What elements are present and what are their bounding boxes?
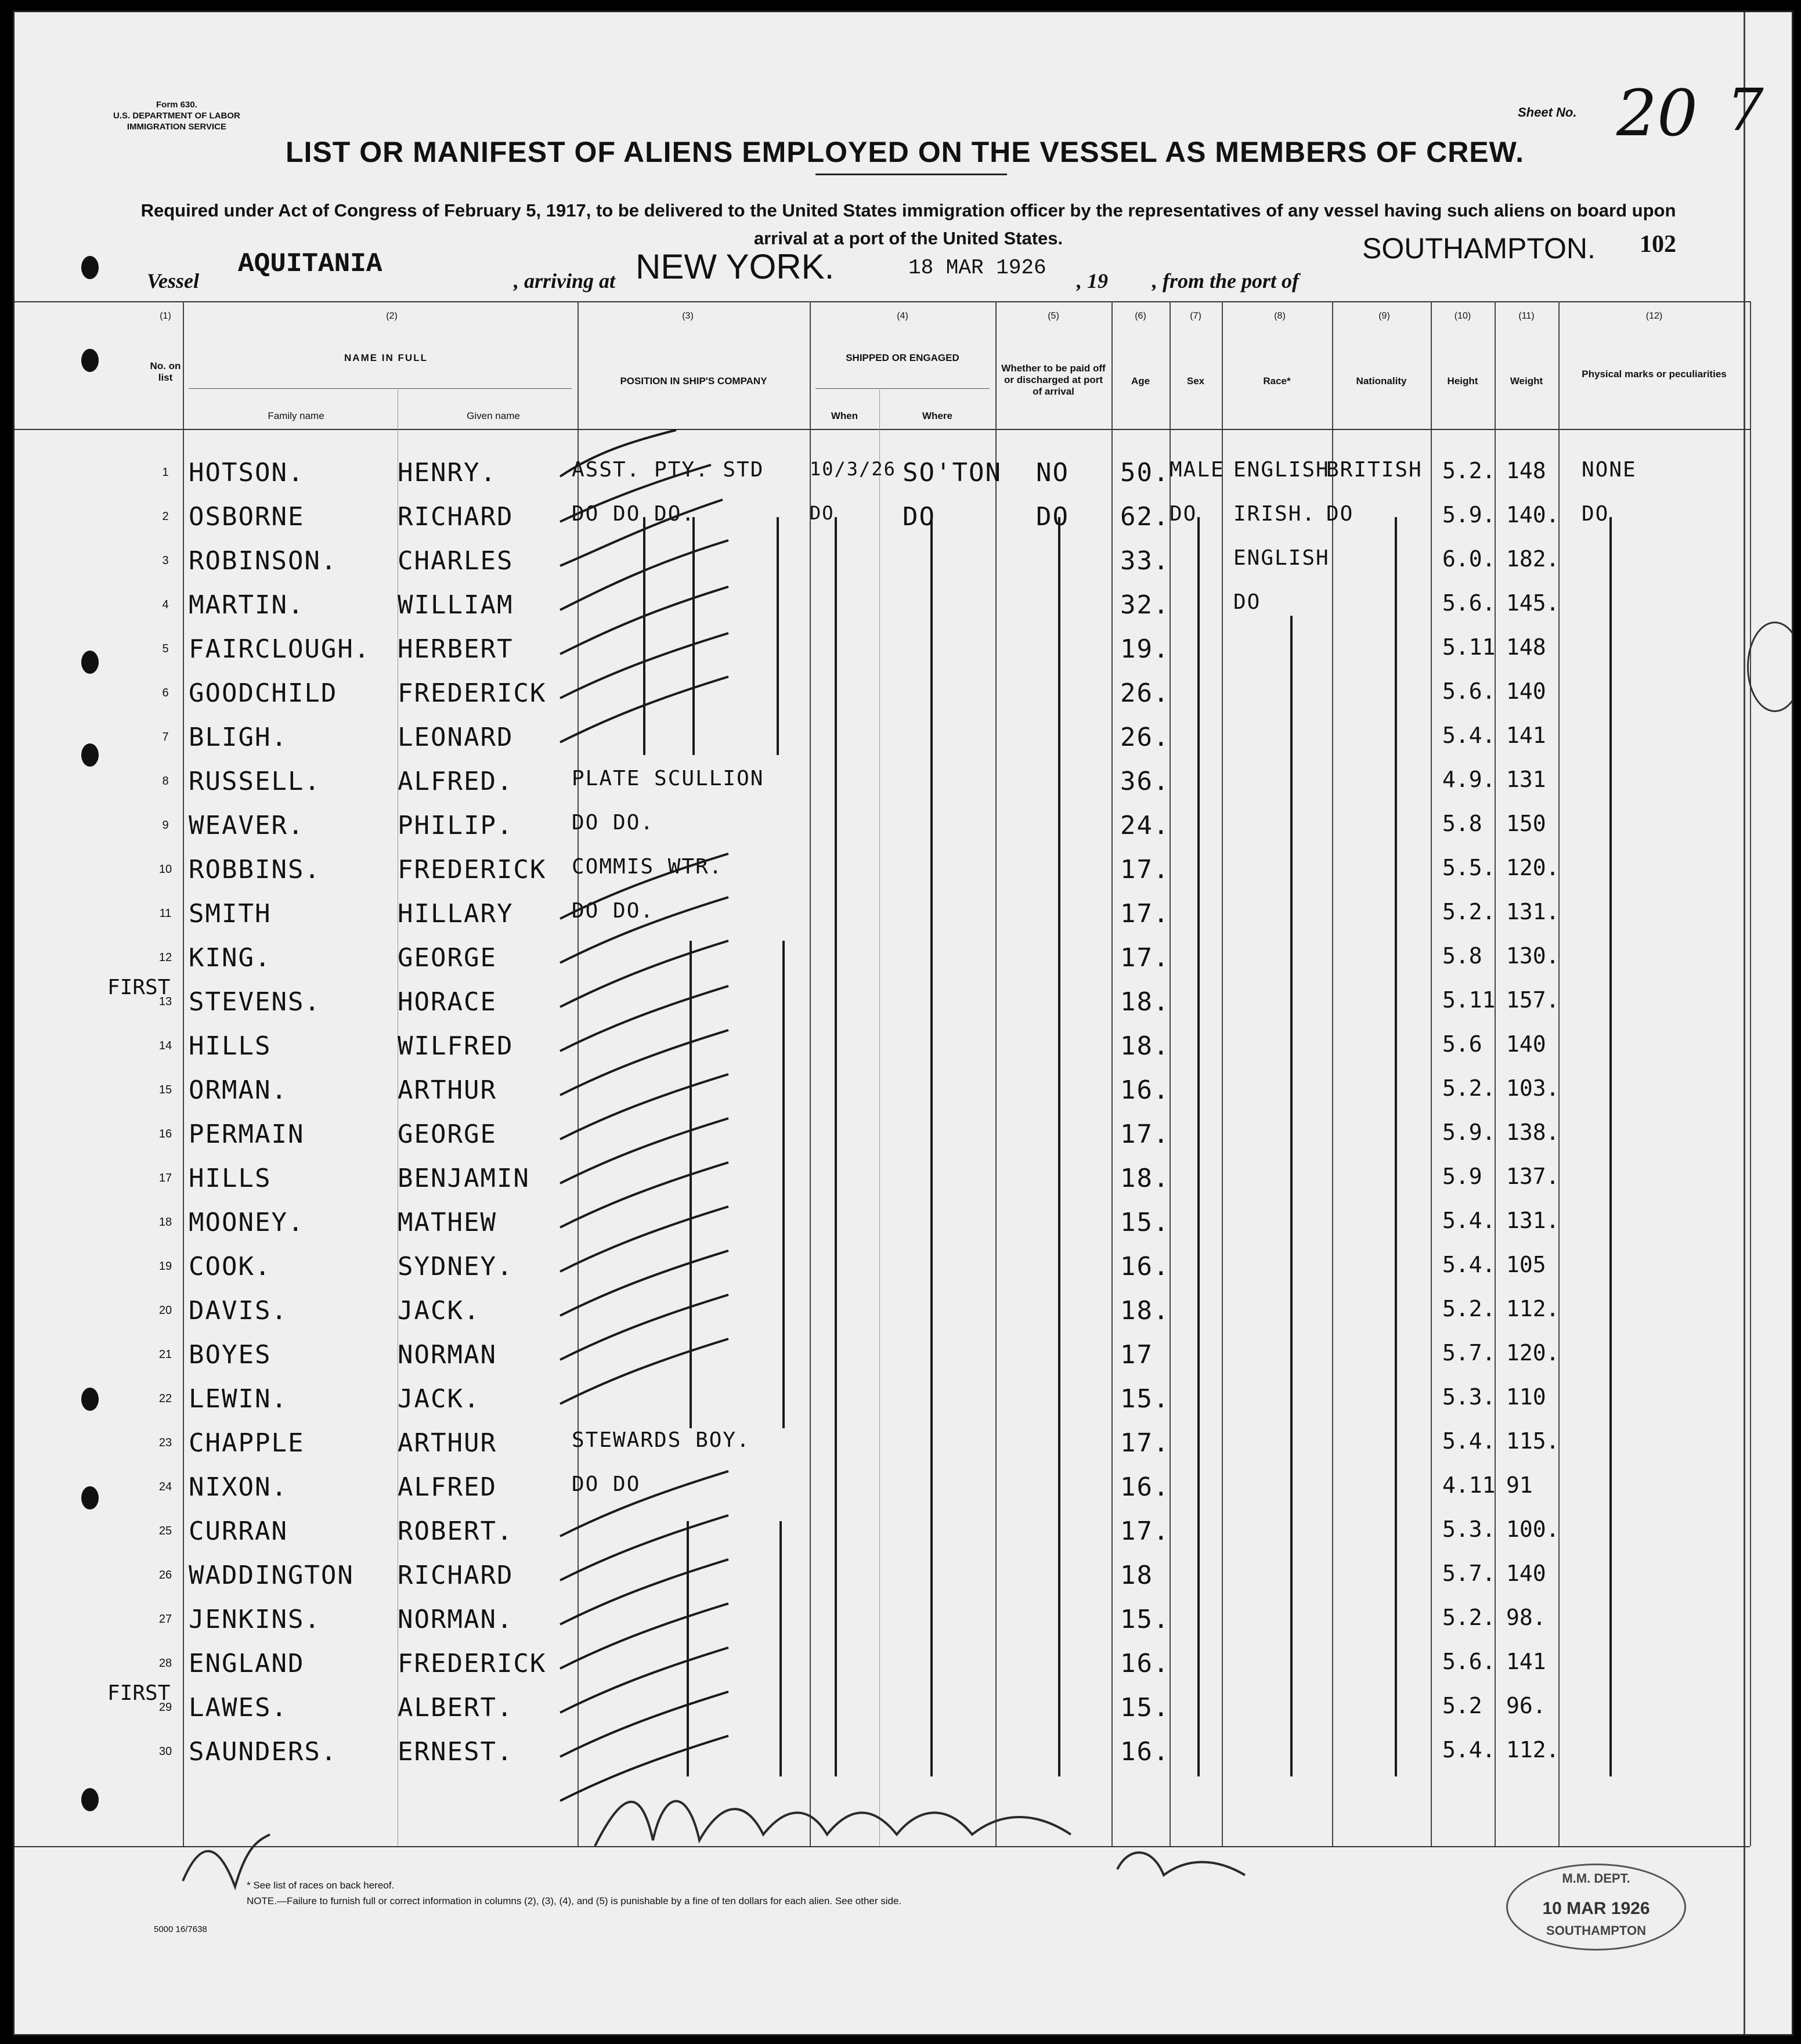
- height-cell: 5.2.: [1442, 899, 1496, 925]
- age-cell: 50.: [1120, 458, 1170, 487]
- row-number: 27: [158, 1613, 172, 1626]
- height-cell: 5.9: [1442, 1164, 1482, 1189]
- height-cell: 6.0.: [1442, 546, 1496, 572]
- col-age: Age: [1131, 375, 1150, 387]
- col-where: Where: [922, 410, 952, 421]
- sheet-mark: 7: [1727, 76, 1764, 144]
- row-number: 26: [158, 1569, 172, 1581]
- family-name-cell: ORMAN.: [189, 1075, 288, 1105]
- height-cell: 5.6: [1442, 1031, 1482, 1057]
- height-cell: 5.8: [1442, 943, 1482, 969]
- height-cell: 5.9.: [1442, 502, 1496, 528]
- age-cell: 26.: [1120, 678, 1170, 708]
- age-cell: 16.: [1120, 1075, 1170, 1105]
- age-cell: 18: [1120, 1561, 1153, 1590]
- row-number: 21: [158, 1348, 172, 1361]
- given-name-cell: ALBERT.: [398, 1693, 514, 1722]
- age-cell: 15.: [1120, 1605, 1170, 1634]
- row-number: 24: [158, 1480, 172, 1493]
- weight-cell: 91: [1506, 1472, 1533, 1498]
- weight-cell: 140: [1506, 1031, 1546, 1057]
- height-cell: 5.4.: [1442, 1252, 1496, 1277]
- age-cell: 36.: [1120, 767, 1170, 796]
- height-cell: 5.2.: [1442, 1075, 1496, 1101]
- check-stroke: [560, 1471, 728, 1536]
- colnum-8: (8): [1274, 311, 1286, 321]
- weight-cell: 148: [1506, 458, 1546, 483]
- family-name-cell: SAUNDERS.: [189, 1737, 338, 1767]
- officer-signature: [183, 1801, 1245, 1887]
- colnum-2: (2): [386, 311, 398, 321]
- race-cell: DO: [1233, 590, 1261, 614]
- row-number: 4: [162, 598, 169, 611]
- position-cell: DO DO DO.: [572, 502, 696, 526]
- age-cell: 18.: [1120, 1031, 1170, 1061]
- row-number: 9: [162, 819, 169, 832]
- family-name-cell: JENKINS.: [189, 1605, 321, 1634]
- given-name-cell: WILLIAM: [398, 590, 514, 620]
- given-name-cell: ARTHUR: [398, 1428, 497, 1458]
- departure-port: SOUTHAMPTON.: [1362, 232, 1596, 265]
- row-number: 17: [158, 1172, 172, 1184]
- family-name-cell: SMITH: [189, 899, 272, 929]
- margin-note: FIRST: [107, 1681, 171, 1705]
- row-number: 29: [158, 1701, 172, 1714]
- row-number: 10: [158, 863, 172, 876]
- family-name-cell: BLIGH.: [189, 723, 288, 752]
- physical-marks-cell: DO: [1582, 502, 1609, 526]
- col-no-on-list: No. on list: [150, 360, 181, 383]
- given-name-cell: PHILIP.: [398, 811, 514, 840]
- weight-cell: 140.: [1506, 502, 1560, 528]
- age-cell: 17: [1120, 1340, 1153, 1370]
- page-subtitle: Required under Act of Congress of February 5, 1917, to be delivered to the United States immigration officer by the representatives of any vessel having such aliens on board upon arrival at a port of the United States.: [140, 200, 1676, 248]
- paid-off-cell: NO: [1036, 458, 1069, 487]
- print-code: 5000 16/7638: [154, 1924, 207, 1934]
- vessel-label: Vessel: [147, 269, 199, 292]
- age-cell: 15.: [1120, 1208, 1170, 1237]
- age-cell: 15.: [1120, 1693, 1170, 1722]
- family-name-cell: WEAVER.: [189, 811, 305, 840]
- row-number: 6: [162, 687, 169, 699]
- weight-cell: 140: [1506, 678, 1546, 704]
- position-cell: COMMIS WTR.: [572, 855, 723, 879]
- punch-hole: [81, 651, 99, 674]
- given-name-cell: ARTHUR: [398, 1075, 497, 1105]
- height-cell: 5.11: [1442, 987, 1496, 1013]
- row-number: 16: [158, 1128, 172, 1140]
- weight-cell: 131: [1506, 767, 1546, 792]
- given-name-cell: CHARLES: [398, 546, 514, 576]
- col-weight: Weight: [1510, 375, 1543, 387]
- colnum-4: (4): [897, 311, 908, 321]
- punch-hole: [81, 1388, 99, 1411]
- footnote: * See list of races on back hereof.: [247, 1880, 395, 1891]
- height-cell: 5.7.: [1442, 1340, 1496, 1366]
- given-name-cell: NORMAN.: [398, 1605, 514, 1634]
- given-name-cell: MATHEW: [398, 1208, 497, 1237]
- age-cell: 16.: [1120, 1649, 1170, 1678]
- given-name-cell: GEORGE: [398, 1119, 497, 1149]
- weight-cell: 182.: [1506, 546, 1560, 572]
- colnum-7: (7): [1190, 311, 1201, 321]
- given-name-cell: JACK.: [398, 1296, 481, 1326]
- given-name-cell: LEONARD: [398, 723, 514, 752]
- weight-cell: 110: [1506, 1384, 1546, 1410]
- weight-cell: 138.: [1506, 1119, 1560, 1145]
- given-name-cell: ROBERT.: [398, 1516, 514, 1546]
- age-cell: 17.: [1120, 943, 1170, 973]
- family-name-cell: COOK.: [189, 1252, 272, 1281]
- colnum-12: (12): [1645, 311, 1663, 321]
- weight-cell: 141: [1506, 1649, 1546, 1674]
- family-name-cell: NIXON.: [189, 1472, 288, 1502]
- penalty-note: NOTE.—Failure to furnish full or correct information in columns (2), (3), (4), and (5) is punishable by a fine of ten dollars for each alien. See other side.: [247, 1895, 902, 1906]
- col-when: When: [831, 410, 858, 421]
- nationality-cell: DO: [1326, 502, 1354, 526]
- height-cell: 5.7.: [1442, 1561, 1496, 1586]
- stamp-port: SOUTHAMPTON: [1546, 1923, 1646, 1938]
- paid-off-cell: DO: [1036, 502, 1069, 532]
- age-cell: 33.: [1120, 546, 1170, 576]
- row-number: 30: [158, 1745, 172, 1758]
- row-number: 20: [158, 1304, 172, 1317]
- height-cell: 5.9.: [1442, 1119, 1496, 1145]
- row-number: 12: [158, 951, 172, 964]
- weight-cell: 131.: [1506, 899, 1560, 925]
- height-cell: 5.8: [1442, 811, 1482, 836]
- height-cell: 5.4.: [1442, 1737, 1496, 1763]
- stamp-top-text: M.M. DEPT.: [1562, 1871, 1630, 1886]
- given-name-cell: ALFRED: [398, 1472, 497, 1502]
- age-cell: 18.: [1120, 1164, 1170, 1193]
- age-cell: 24.: [1120, 811, 1170, 840]
- sheet-number: 20: [1616, 76, 1698, 150]
- age-cell: 16.: [1120, 1252, 1170, 1281]
- family-name-cell: LAWES.: [189, 1693, 288, 1722]
- given-name-cell: ERNEST.: [398, 1737, 514, 1767]
- position-cell: PLATE SCULLION: [572, 767, 764, 790]
- col-position: POSITION IN SHIP'S COMPANY: [620, 375, 767, 387]
- age-cell: 62.: [1120, 502, 1170, 532]
- height-cell: 5.11: [1442, 634, 1496, 660]
- height-cell: 5.3.: [1442, 1516, 1496, 1542]
- weight-cell: 137.: [1506, 1164, 1560, 1189]
- age-cell: 26.: [1120, 723, 1170, 752]
- shipped-when-cell: DO: [810, 502, 835, 524]
- family-name-cell: HILLS: [189, 1031, 272, 1061]
- physical-marks-cell: NONE: [1582, 458, 1637, 482]
- family-name-cell: MOONEY.: [189, 1208, 305, 1237]
- weight-cell: 140: [1506, 1561, 1546, 1586]
- row-number: 5: [162, 642, 169, 655]
- family-name-cell: GOODCHILD: [189, 678, 338, 708]
- race-cell: ENGLISH: [1233, 546, 1330, 570]
- family-name-cell: HILLS: [189, 1164, 272, 1193]
- punch-hole: [81, 743, 99, 767]
- position-cell: DO DO.: [572, 899, 655, 923]
- shipped-when-cell: 10/3/26: [810, 458, 896, 480]
- weight-cell: 120.: [1506, 1340, 1560, 1366]
- given-name-cell: RICHARD: [398, 1561, 514, 1590]
- row-number: 25: [158, 1525, 172, 1537]
- shipped-where-cell: DO: [903, 502, 936, 532]
- weight-cell: 105: [1506, 1252, 1546, 1277]
- family-name-cell: MARTIN.: [189, 590, 305, 620]
- family-name-cell: STEVENS.: [189, 987, 321, 1017]
- row-number: 15: [158, 1084, 172, 1096]
- family-name-cell: OSBORNE: [189, 502, 305, 532]
- family-name-cell: CURRAN: [189, 1516, 288, 1546]
- family-name-cell: KING.: [189, 943, 272, 973]
- position-cell: DO DO.: [572, 811, 655, 835]
- height-cell: 5.5.: [1442, 855, 1496, 880]
- given-name-cell: ALFRED.: [398, 767, 514, 796]
- height-cell: 4.9.: [1442, 767, 1496, 792]
- given-name-cell: RICHARD: [398, 502, 514, 532]
- age-cell: 18.: [1120, 1296, 1170, 1326]
- position-cell: DO DO: [572, 1472, 641, 1496]
- height-cell: 5.4.: [1442, 1208, 1496, 1233]
- given-name-cell: HENRY.: [398, 458, 497, 487]
- family-name-cell: RUSSELL.: [189, 767, 321, 796]
- col-nationality: Nationality: [1356, 375, 1407, 387]
- sex-cell: MALE: [1170, 458, 1225, 482]
- colnum-5: (5): [1048, 311, 1059, 321]
- given-name-cell: HILLARY: [398, 899, 514, 929]
- col-given-name: Given name: [467, 410, 520, 421]
- age-cell: 17.: [1120, 899, 1170, 929]
- department-stamp: [1506, 1864, 1686, 1951]
- col-name-in-full: NAME IN FULL: [344, 352, 428, 363]
- age-cell: 17.: [1120, 855, 1170, 884]
- colnum-3: (3): [682, 311, 694, 321]
- given-name-cell: FREDERICK: [398, 678, 547, 708]
- row-number: 3: [162, 554, 169, 567]
- check-stroke: [560, 854, 728, 919]
- family-name-cell: HOTSON.: [189, 458, 305, 487]
- col-race: Race*: [1263, 375, 1291, 387]
- height-cell: 5.3.: [1442, 1384, 1496, 1410]
- row-number: 28: [158, 1657, 172, 1670]
- col-height: Height: [1447, 375, 1478, 387]
- age-cell: 16.: [1120, 1737, 1170, 1767]
- age-cell: 32.: [1120, 590, 1170, 620]
- weight-cell: 157.: [1506, 987, 1560, 1013]
- row-number: 23: [158, 1436, 172, 1449]
- height-cell: 5.2: [1442, 1693, 1482, 1718]
- manifest-sheet: [13, 10, 1793, 2036]
- height-cell: 5.4.: [1442, 723, 1496, 748]
- row-number: 11: [159, 907, 172, 920]
- age-cell: 15.: [1120, 1384, 1170, 1414]
- height-cell: 5.6.: [1442, 1649, 1496, 1674]
- weight-cell: 112.: [1506, 1737, 1560, 1763]
- given-name-cell: GEORGE: [398, 943, 497, 973]
- col-sex: Sex: [1186, 375, 1205, 387]
- race-cell: ENGLISH: [1233, 458, 1330, 482]
- form-number: Form 630.: [156, 100, 197, 110]
- race-cell: IRISH.: [1233, 502, 1316, 526]
- weight-cell: 130.: [1506, 943, 1560, 969]
- given-name-cell: WILFRED: [398, 1031, 514, 1061]
- weight-cell: 115.: [1506, 1428, 1560, 1454]
- margin-note: FIRST: [107, 976, 171, 999]
- position-cell: ASST. PTY. STD: [572, 458, 764, 482]
- arriving-port: NEW YORK.: [636, 247, 835, 286]
- shipped-where-cell: SO'TON: [903, 458, 1002, 487]
- given-name-cell: FREDERICK: [398, 1649, 547, 1678]
- age-cell: 17.: [1120, 1516, 1170, 1546]
- age-cell: 17.: [1120, 1428, 1170, 1458]
- colnum-6: (6): [1135, 311, 1146, 321]
- family-name-cell: ROBINSON.: [189, 546, 338, 576]
- weight-cell: 131.: [1506, 1208, 1560, 1233]
- weight-cell: 145.: [1506, 590, 1560, 616]
- row-number: 7: [162, 731, 169, 743]
- given-name-cell: HERBERT: [398, 634, 514, 664]
- family-name-cell: ROBBINS.: [189, 855, 321, 884]
- punch-hole: [81, 349, 99, 372]
- row-number: 8: [162, 775, 169, 788]
- position-cell: STEWARDS BOY.: [572, 1428, 750, 1452]
- family-name-cell: DAVIS.: [189, 1296, 288, 1326]
- check-stroke: [560, 465, 711, 522]
- row-number: 14: [158, 1039, 172, 1052]
- given-name-cell: FREDERICK: [398, 855, 547, 884]
- department-name: U.S. DEPARTMENT OF LABOR: [113, 111, 240, 121]
- row-number: 13: [158, 995, 172, 1008]
- given-name-cell: NORMAN: [398, 1340, 497, 1370]
- col-shipped: SHIPPED OR ENGAGED: [846, 352, 959, 363]
- given-name-cell: HORACE: [398, 987, 497, 1017]
- row-number: 18: [158, 1216, 172, 1229]
- height-cell: 5.2.: [1442, 1296, 1496, 1321]
- page-title: LIST OR MANIFEST OF ALIENS EMPLOYED ON THE VESSEL AS MEMBERS OF CREW.: [286, 136, 1524, 168]
- punch-hole: [81, 1486, 99, 1509]
- sheet-label: Sheet No.: [1518, 105, 1577, 120]
- row-number: 19: [158, 1260, 172, 1273]
- age-cell: 18.: [1120, 987, 1170, 1017]
- punch-hole: [81, 256, 99, 279]
- given-name-cell: BENJAMIN: [398, 1164, 530, 1193]
- weight-cell: 103.: [1506, 1075, 1560, 1101]
- weight-cell: 120.: [1506, 855, 1560, 880]
- colnum-9: (9): [1378, 311, 1390, 321]
- punch-hole: [81, 1788, 99, 1811]
- family-name-cell: ENGLAND: [189, 1649, 305, 1678]
- age-cell: 19.: [1120, 634, 1170, 664]
- col-paid-off: Whether to be paid off or discharged at port of arrival: [1001, 363, 1106, 397]
- age-cell: 17.: [1120, 1119, 1170, 1149]
- family-name-cell: LEWIN.: [189, 1384, 288, 1414]
- vessel-name: AQUITANIA: [238, 249, 382, 279]
- weight-cell: 98.: [1506, 1605, 1546, 1630]
- year-label: , 19: [1077, 269, 1108, 292]
- colnum-11: (11): [1518, 311, 1535, 321]
- given-name-cell: SYDNEY.: [398, 1252, 514, 1281]
- arriving-label: , arriving at: [514, 269, 616, 292]
- height-cell: 5.2.: [1442, 1605, 1496, 1630]
- family-name-cell: FAIRCLOUGH.: [189, 634, 371, 664]
- weight-cell: 96.: [1506, 1693, 1546, 1718]
- weight-cell: 112.: [1506, 1296, 1560, 1321]
- family-name-cell: CHAPPLE: [189, 1428, 305, 1458]
- height-cell: 5.2.: [1442, 458, 1496, 483]
- check-stroke: [560, 430, 676, 476]
- row-number: 1: [162, 466, 169, 479]
- arrival-date-stamp: 18 MAR 1926: [908, 256, 1046, 280]
- nationality-cell: BRITISH: [1326, 458, 1423, 482]
- col-physical-marks: Physical marks or peculiarities: [1582, 369, 1727, 380]
- service-name: IMMIGRATION SERVICE: [127, 122, 226, 132]
- height-cell: 5.4.: [1442, 1428, 1496, 1454]
- height-cell: 5.6.: [1442, 590, 1496, 616]
- from-port-label: , from the port of: [1152, 269, 1300, 292]
- age-cell: 16.: [1120, 1472, 1170, 1502]
- colnum-10: (10): [1454, 311, 1471, 321]
- row-number: 22: [158, 1392, 172, 1405]
- stamp-date: 10 MAR 1926: [1542, 1899, 1650, 1918]
- weight-cell: 150: [1506, 811, 1546, 836]
- colnum-1: (1): [160, 311, 171, 321]
- page-code: 102: [1640, 231, 1676, 258]
- weight-cell: 100.: [1506, 1516, 1560, 1542]
- col-family-name: Family name: [268, 410, 324, 421]
- height-cell: 4.11: [1442, 1472, 1496, 1498]
- family-name-cell: PERMAIN: [189, 1119, 305, 1149]
- ditto-pen-strokes: [15, 12, 1793, 2036]
- family-name-cell: WADDINGTON: [189, 1561, 354, 1590]
- height-cell: 5.6.: [1442, 678, 1496, 704]
- given-name-cell: JACK.: [398, 1384, 481, 1414]
- weight-cell: 148: [1506, 634, 1546, 660]
- family-name-cell: BOYES: [189, 1340, 272, 1370]
- weight-cell: 141: [1506, 723, 1546, 748]
- sex-cell: DO: [1170, 502, 1197, 526]
- row-number: 2: [162, 510, 169, 523]
